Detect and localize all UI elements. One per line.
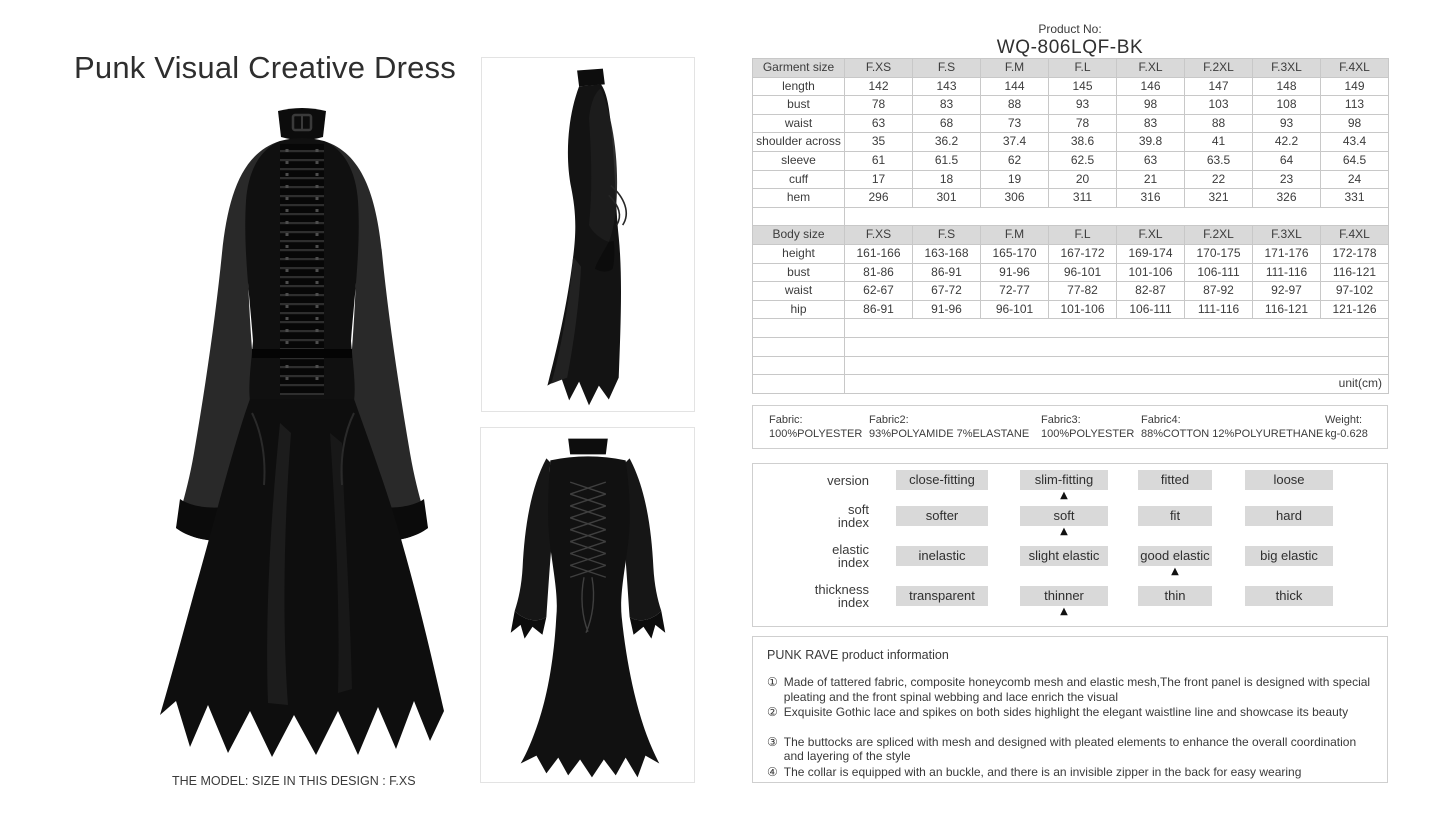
- size-value: 83: [1117, 114, 1185, 133]
- fabric-value: 100%POLYESTER: [769, 428, 863, 440]
- size-value: 167-172: [1049, 244, 1117, 263]
- size-value: 81-86: [845, 263, 913, 282]
- measurement-row: [753, 282, 1389, 301]
- page-title: Punk Visual Creative Dress: [74, 50, 456, 85]
- size-value: 38.6: [1049, 133, 1117, 152]
- size-column-header: F.2XL: [1185, 226, 1253, 245]
- size-value: 68: [913, 114, 981, 133]
- fabric-value: 93%POLYAMIDE 7%ELASTANE: [869, 428, 1030, 440]
- size-value: 98: [1117, 96, 1185, 115]
- fabric-item: [1041, 413, 1134, 441]
- info-title: PUNK RAVE product information: [767, 648, 949, 662]
- size-value: 62: [981, 151, 1049, 170]
- size-value: 111-116: [1185, 300, 1253, 319]
- size-value: 145: [1049, 77, 1117, 96]
- size-column-header: F.L: [1049, 226, 1117, 245]
- option-chip: big elastic: [1245, 546, 1333, 566]
- circled-number-icon: ③: [767, 734, 778, 749]
- size-column-header: F.3XL: [1253, 226, 1321, 245]
- size-column-header: F.XL: [1117, 59, 1185, 78]
- option-chip: fitted: [1138, 470, 1212, 490]
- measure-label: hip: [753, 300, 845, 319]
- option-chip: slim-fitting: [1020, 470, 1108, 490]
- option-chip: inelastic: [896, 546, 988, 566]
- dress-side-photo: [481, 57, 695, 412]
- option-chip: thin: [1138, 586, 1212, 606]
- size-value: 146: [1117, 77, 1185, 96]
- option-chip: transparent: [896, 586, 988, 606]
- weight-label: Weight:: [1325, 414, 1363, 426]
- product-no-label: Product No:: [1038, 22, 1102, 36]
- empty-row: [753, 356, 1389, 375]
- table-footer-section: [753, 319, 1389, 393]
- size-value: 93: [1049, 96, 1117, 115]
- info-text: The collar is equipped with an buckle, and there is an invisible zipper in the back for easy wearing: [783, 764, 1302, 779]
- size-value: 64: [1253, 151, 1321, 170]
- empty-row: [753, 207, 1389, 226]
- size-value: 43.4: [1321, 133, 1389, 152]
- size-value: 61.5: [913, 151, 981, 170]
- measure-label: bust: [753, 263, 845, 282]
- fabric-value: 100%POLYESTER: [1041, 428, 1135, 440]
- size-value: 321: [1185, 189, 1253, 208]
- info-item: [767, 675, 1373, 704]
- index-row-soft: [753, 502, 1387, 540]
- measurement-row: [753, 170, 1389, 189]
- size-value: 35: [845, 133, 913, 152]
- size-value: 316: [1117, 189, 1185, 208]
- option-chip: loose: [1245, 470, 1333, 490]
- measurement-row: [753, 133, 1389, 152]
- fit-index-panel: [752, 463, 1388, 627]
- size-value: 301: [913, 189, 981, 208]
- size-value: 41: [1185, 133, 1253, 152]
- size-value: 116-121: [1321, 263, 1389, 282]
- size-value: 92-97: [1253, 282, 1321, 301]
- size-column-header: F.M: [981, 226, 1049, 245]
- size-value: 163-168: [913, 244, 981, 263]
- index-row-label: soft index: [837, 502, 869, 530]
- size-column-header: F.M: [981, 59, 1049, 78]
- size-value: 116-121: [1253, 300, 1321, 319]
- measurement-row: [753, 263, 1389, 282]
- size-value: 101-106: [1117, 263, 1185, 282]
- measure-label: bust: [753, 96, 845, 115]
- index-row-version: [753, 470, 1387, 504]
- size-value: 86-91: [913, 263, 981, 282]
- size-value: 103: [1185, 96, 1253, 115]
- size-value: 143: [913, 77, 981, 96]
- dress-back-illustration: [481, 428, 694, 782]
- body-size-section: [753, 226, 1389, 319]
- size-column-header: F.S: [913, 226, 981, 245]
- table-title-cell: Garment size: [753, 59, 845, 78]
- option-chip: thinner: [1020, 586, 1108, 606]
- size-value: 142: [845, 77, 913, 96]
- size-value: 106-111: [1117, 300, 1185, 319]
- size-value: 331: [1321, 189, 1389, 208]
- size-value: 24: [1321, 170, 1389, 189]
- index-row-label: thickness index: [814, 582, 869, 610]
- index-row-elastic: [753, 542, 1387, 580]
- dress-front-photo: [130, 103, 475, 768]
- size-value: 61: [845, 151, 913, 170]
- dress-back-photo: [480, 427, 695, 783]
- circled-number-icon: ④: [767, 764, 778, 779]
- size-chart-table: [752, 58, 1389, 394]
- size-value: 78: [1049, 114, 1117, 133]
- size-column-header: F.XS: [845, 226, 913, 245]
- dress-front-illustration: [130, 103, 475, 768]
- size-value: 63: [845, 114, 913, 133]
- triangle-up-icon: ▲: [1060, 490, 1068, 501]
- measure-label: waist: [753, 282, 845, 301]
- size-value: 86-91: [845, 300, 913, 319]
- triangle-up-icon: ▲: [1171, 566, 1179, 577]
- fabric-info-box: [752, 405, 1388, 449]
- measurement-row: [753, 151, 1389, 170]
- size-value: 20: [1049, 170, 1117, 189]
- fabric-label: Fabric3:: [1041, 414, 1081, 426]
- size-value: 165-170: [981, 244, 1049, 263]
- size-value: 37.4: [981, 133, 1049, 152]
- size-value: 296: [845, 189, 913, 208]
- size-value: 96-101: [1049, 263, 1117, 282]
- size-value: 78: [845, 96, 913, 115]
- info-text: Exquisite Gothic lace and spikes on both sides highlight the elegant waistline line and showcase its beauty: [783, 705, 1349, 719]
- size-value: 311: [1049, 189, 1117, 208]
- measurement-row: [753, 189, 1389, 208]
- size-value: 106-111: [1185, 263, 1253, 282]
- unit-row: [753, 375, 1389, 394]
- size-value: 144: [981, 77, 1049, 96]
- size-value: 172-178: [1321, 244, 1389, 263]
- product-number-block: [752, 22, 1388, 59]
- size-column-header: F.XL: [1117, 226, 1185, 245]
- size-value: 82-87: [1117, 282, 1185, 301]
- option-chip: soft: [1020, 506, 1108, 526]
- size-value: 87-92: [1185, 282, 1253, 301]
- measurement-row: [753, 300, 1389, 319]
- size-value: 326: [1253, 189, 1321, 208]
- size-value: 170-175: [1185, 244, 1253, 263]
- option-chip: thick: [1245, 586, 1333, 606]
- measurement-row: [753, 114, 1389, 133]
- option-chip: fit: [1138, 506, 1212, 526]
- size-value: 91-96: [981, 263, 1049, 282]
- measure-label: waist: [753, 114, 845, 133]
- fabric-item: [769, 413, 862, 441]
- measure-label: cuff: [753, 170, 845, 189]
- fabric-label: Fabric2:: [869, 414, 909, 426]
- size-value: 67-72: [913, 282, 981, 301]
- index-row-label: elastic index: [832, 542, 869, 570]
- product-information-box: [752, 636, 1388, 783]
- size-value: 39.8: [1117, 133, 1185, 152]
- size-value: 23: [1253, 170, 1321, 189]
- measurement-row: [753, 96, 1389, 115]
- info-item: [767, 765, 1373, 780]
- size-value: 121-126: [1321, 300, 1389, 319]
- size-value: 63.5: [1185, 151, 1253, 170]
- product-no-value: WQ-806LQF-BK: [996, 37, 1144, 58]
- weight-item: [1325, 413, 1368, 441]
- size-column-header: F.S: [913, 59, 981, 78]
- size-value: 113: [1321, 96, 1389, 115]
- size-value: 111-116: [1253, 263, 1321, 282]
- measure-label: sleeve: [753, 151, 845, 170]
- size-column-header: F.4XL: [1321, 59, 1389, 78]
- size-column-header: F.3XL: [1253, 59, 1321, 78]
- size-column-header: F.2XL: [1185, 59, 1253, 78]
- size-value: 83: [913, 96, 981, 115]
- fabric-item: [1141, 413, 1323, 441]
- size-value: 77-82: [1049, 282, 1117, 301]
- size-value: 72-77: [981, 282, 1049, 301]
- size-value: 64.5: [1321, 151, 1389, 170]
- size-value: 306: [981, 189, 1049, 208]
- size-value: 36.2: [913, 133, 981, 152]
- unit-note: unit(cm): [845, 375, 1389, 394]
- size-value: 21: [1117, 170, 1185, 189]
- circled-number-icon: ②: [767, 705, 778, 719]
- size-value: 97-102: [1321, 282, 1389, 301]
- table-title-cell: Body size: [753, 226, 845, 245]
- empty-row: [753, 319, 1389, 338]
- spacer-section-1: [753, 207, 1389, 226]
- measure-label: shoulder across: [753, 133, 845, 152]
- weight-value: kg-0.628: [1325, 428, 1368, 440]
- model-size-note: THE MODEL: SIZE IN THIS DESIGN : F.XS: [172, 774, 416, 788]
- size-value: 22: [1185, 170, 1253, 189]
- size-value: 88: [981, 96, 1049, 115]
- fabric-value: 88%COTTON 12%POLYURETHANE: [1141, 428, 1324, 440]
- size-value: 62.5: [1049, 151, 1117, 170]
- info-text: Made of tattered fabric, composite honeycomb mesh and elastic mesh,The front panel is designed with special pleating and the front spinal webbing and lace enrich the visual: [783, 675, 1371, 704]
- size-value: 96-101: [981, 300, 1049, 319]
- size-value: 93: [1253, 114, 1321, 133]
- measure-label: height: [753, 244, 845, 263]
- option-chip: good elastic: [1138, 546, 1212, 566]
- size-column-header: F.L: [1049, 59, 1117, 78]
- index-row-label: version: [827, 472, 869, 488]
- size-value: 88: [1185, 114, 1253, 133]
- size-value: 19: [981, 170, 1049, 189]
- size-value: 42.2: [1253, 133, 1321, 152]
- empty-row: [753, 337, 1389, 356]
- option-chip: hard: [1245, 506, 1333, 526]
- dress-side-illustration: [482, 58, 694, 411]
- info-item: [767, 735, 1373, 764]
- size-column-header: F.XS: [845, 59, 913, 78]
- size-value: 101-106: [1049, 300, 1117, 319]
- size-value: 161-166: [845, 244, 913, 263]
- size-value: 148: [1253, 77, 1321, 96]
- fabric-label: Fabric4:: [1141, 414, 1181, 426]
- garment-size-section: [753, 59, 1389, 208]
- header-row: [753, 59, 1389, 78]
- size-value: 63: [1117, 151, 1185, 170]
- triangle-up-icon: ▲: [1060, 526, 1068, 537]
- triangle-up-icon: ▲: [1060, 606, 1068, 617]
- measurement-row: [753, 244, 1389, 263]
- size-value: 73: [981, 114, 1049, 133]
- circled-number-icon: ①: [767, 675, 778, 689]
- option-chip: slight elastic: [1020, 546, 1108, 566]
- measure-label: hem: [753, 189, 845, 208]
- size-column-header: F.4XL: [1321, 226, 1389, 245]
- size-value: 98: [1321, 114, 1389, 133]
- index-row-thickness: [753, 582, 1387, 620]
- option-chip: softer: [896, 506, 988, 526]
- option-chip: close-fitting: [896, 470, 988, 490]
- fabric-label: Fabric:: [769, 414, 803, 426]
- info-item: [767, 705, 1373, 720]
- fabric-item: [869, 413, 1029, 441]
- size-value: 147: [1185, 77, 1253, 96]
- size-value: 149: [1321, 77, 1389, 96]
- size-value: 169-174: [1117, 244, 1185, 263]
- measure-label: length: [753, 77, 845, 96]
- size-value: 17: [845, 170, 913, 189]
- size-value: 91-96: [913, 300, 981, 319]
- info-text: The buttocks are spliced with mesh and designed with pleated elements to enhance the overall coordination and layering of the style: [783, 734, 1357, 763]
- header-row: [753, 226, 1389, 245]
- size-value: 108: [1253, 96, 1321, 115]
- measurement-row: [753, 77, 1389, 96]
- size-value: 171-176: [1253, 244, 1321, 263]
- size-value: 18: [913, 170, 981, 189]
- size-value: 62-67: [845, 282, 913, 301]
